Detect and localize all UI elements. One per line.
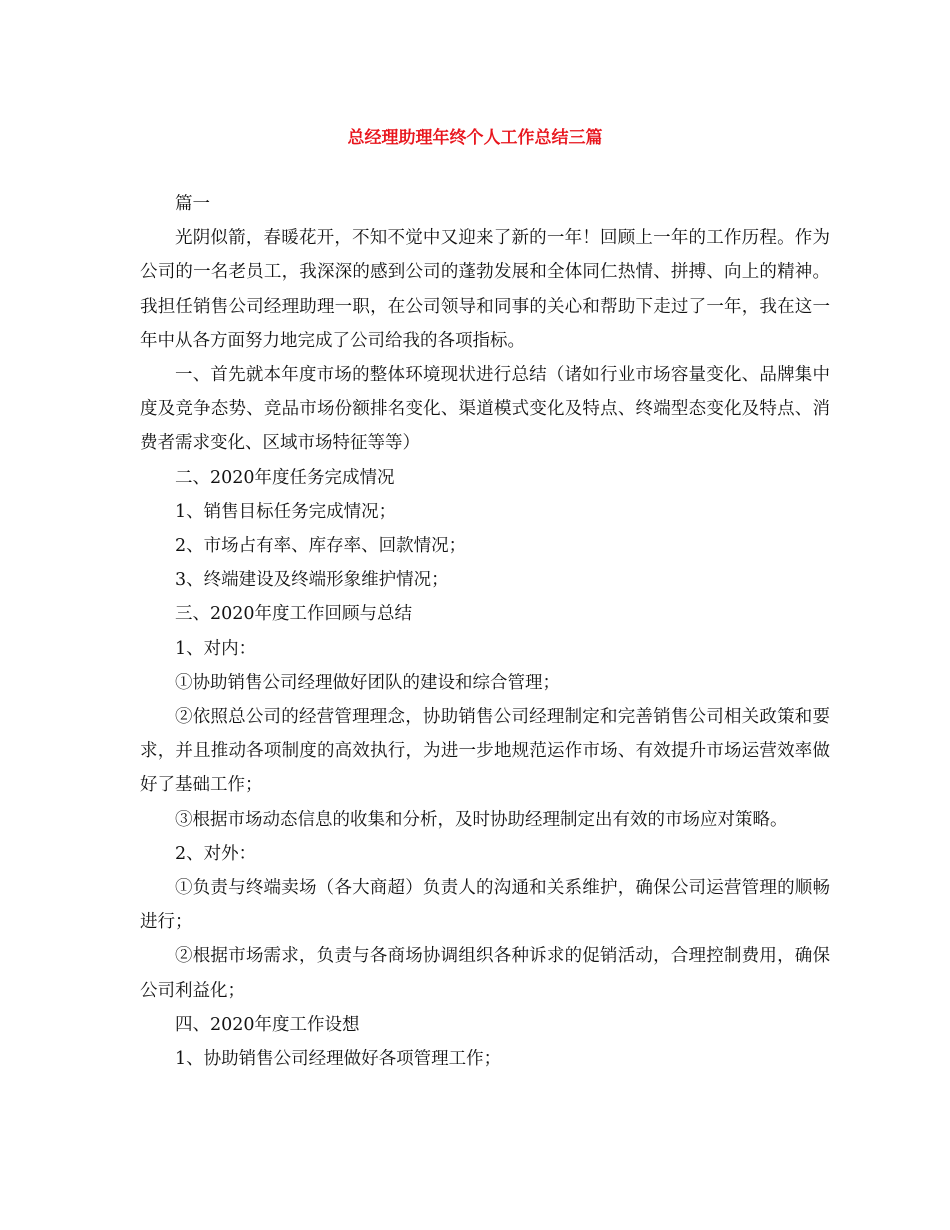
list-item: 1、协助销售公司经理做好各项管理工作； <box>175 1049 502 1070</box>
list-item: 2、市场占有率、库存率、回款情况； <box>175 536 467 557</box>
document-body <box>140 187 830 1076</box>
subsection-heading: 1、对内： <box>175 638 257 659</box>
paragraph: 光阴似箭，春暖花开，不知不觉中又迎来了新的一年！回顾上一年的工作历程。作为公司的一名老员工，我深深的感到公司的蓬勃发展和全体同仁热情、拼搏、向上的精神。我担任销售公司经理助理一职，在公司领导和同事的关心和帮助下走过了一年，我在这一年中从各方面努力地完成了公司给我的各项指标。 <box>140 228 830 351</box>
paragraph: 一、首先就本年度市场的整体环境现状进行总结（诸如行业市场容量变化、品牌集中度及竞争态势、竞品市场份额排名变化、渠道模式变化及特点、终端型态变化及特点、消费者需求变化、区域市场特征等等） <box>140 365 830 454</box>
list-item: ②依照总公司的经营管理理念，协助销售公司经理制定和完善销售公司相关政策和要求，并且推动各项制度的高效执行，为进一步地规范运作市场、有效提升市场运营效率做好了基础工作； <box>140 707 830 796</box>
list-item: ③根据市场动态信息的收集和分析，及时协助经理制定出有效的市场应对策略。 <box>175 809 788 830</box>
section-label: 篇一 <box>175 194 210 214</box>
list-item: ②根据市场需求，负责与各商场协调组织各种诉求的促销活动，合理控制费用，确保公司利益化； <box>140 946 830 1001</box>
list-item: 3、终端建设及终端形象维护情况； <box>175 570 449 591</box>
list-item: 1、销售目标任务完成情况； <box>175 501 397 522</box>
document-title: 总经理助理年终个人工作总结三篇 <box>347 128 603 148</box>
section-heading: 三、2020年度工作回顾与总结 <box>175 604 413 625</box>
section-heading: 四、2020年度工作设想 <box>175 1014 360 1035</box>
subsection-heading: 2、对外： <box>175 843 257 864</box>
section-heading: 二、2020年度任务完成情况 <box>175 467 395 488</box>
list-item: ①负责与终端卖场（各大商超）负责人的沟通和关系维护，确保公司运营管理的顺畅进行； <box>140 878 830 933</box>
list-item: ①协助销售公司经理做好团队的建设和综合管理； <box>175 672 560 693</box>
